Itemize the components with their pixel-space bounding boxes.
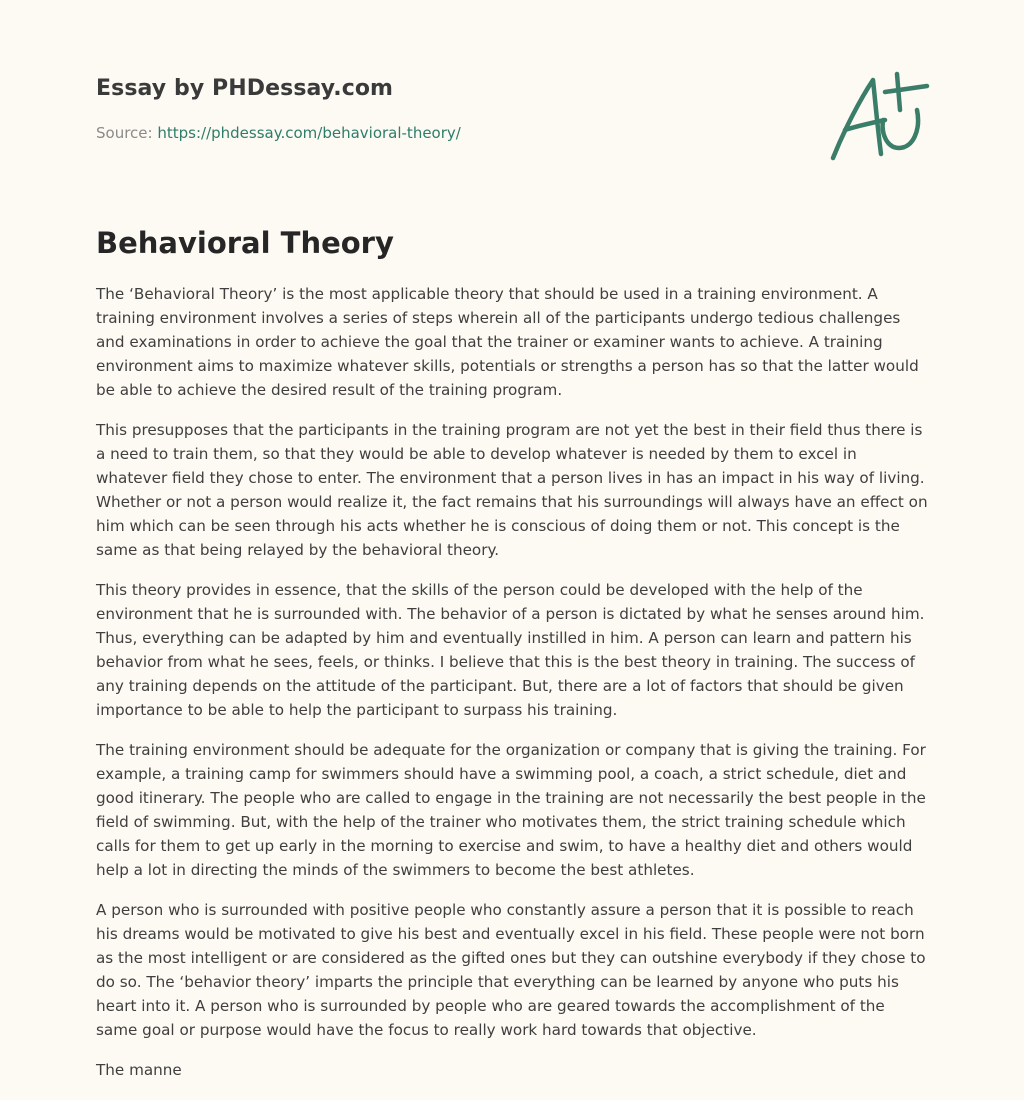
essay-paragraph-5: A person who is surrounded with positive people who constantly assure a person that it is possible to reach his dreams would be motivated to give his best and eventually excel in his field. These people were not born as the most intelligent or are considered as the gifted ones but they can outshine everybody if they chose to do so. The ‘behavior theory’ imparts the principle that everything can be learned by anyone who puts his heart into it. A person who is surrounded by people who are geared towards the accomplishment of the same goal or purpose would have the focus to really work hard towards that objective. [96,901,926,1039]
source-link[interactable]: https://phdessay.com/behavioral-theory/ [157,124,461,142]
essay-content [96,226,928,1082]
brand-title: Essay by PHDessay.com [96,76,394,101]
source-line [96,124,461,142]
essay-paragraph-1: The ‘Behavioral Theory’ is the most applicable theory that should be used in a training environment. A training environment involves a series of steps wherein all of the participants undergo tedious challenges and examinations in order to achieve the goal that the trainer or examiner wants to achieve. A training environment aims to maximize whatever skills, potentials or strengths a person has so that the latter would be able to achieve the desired result of the training program. [96,285,919,399]
essay-paragraph-3: This theory provides in essence, that the skills of the person could be developed with the help of the environment that he is surrounded with. The behavior of a person is dictated by what he senses around him. Thus, everything can be adapted by him and eventually instilled in him. A person can learn and pattern his behavior from what he sees, feels, or thinks. I believe that this is the best theory in training. The success of any training depends on the attitude of the participant. But, there are a lot of factors that should be given importance to be able to help the participant to surpass his training. [96,581,925,719]
page-header [96,0,928,190]
essay-paragraph-2: This presupposes that the participants in the training program are not yet the best in their field thus there is a need to train them, so that they would be able to develop whatever is needed by them to excel in whatever field they chose to enter. The environment that a person lives in has an impact in his way of living. Whether or not a person would realize it, the fact remains that his surroundings will always have an effect on him which can be seen through his acts whether he is conscious of doing them or not. This concept is the same as that being relayed by the behavioral theory. [96,421,928,559]
essay-paragraph-6-truncated: The manne [96,1061,182,1079]
a-plus-logo-icon [827,68,931,164]
source-label: Source: [96,124,153,142]
essay-paragraph-4: The training environment should be adequate for the organization or company that is giving the training. For example, a training camp for swimmers should have a swimming pool, a coach, a strict schedule, diet and good itinerary. The people who are called to engage in the training are not necessarily the best people in the field of swimming. But, with the help of the trainer who motivates them, the strict training schedule which calls for them to get up early in the morning to exercise and swim, to have a healthy diet and others would help a lot in directing the minds of the swimmers to become the best athletes. [96,741,926,879]
essay-title: Behavioral Theory [96,226,394,260]
